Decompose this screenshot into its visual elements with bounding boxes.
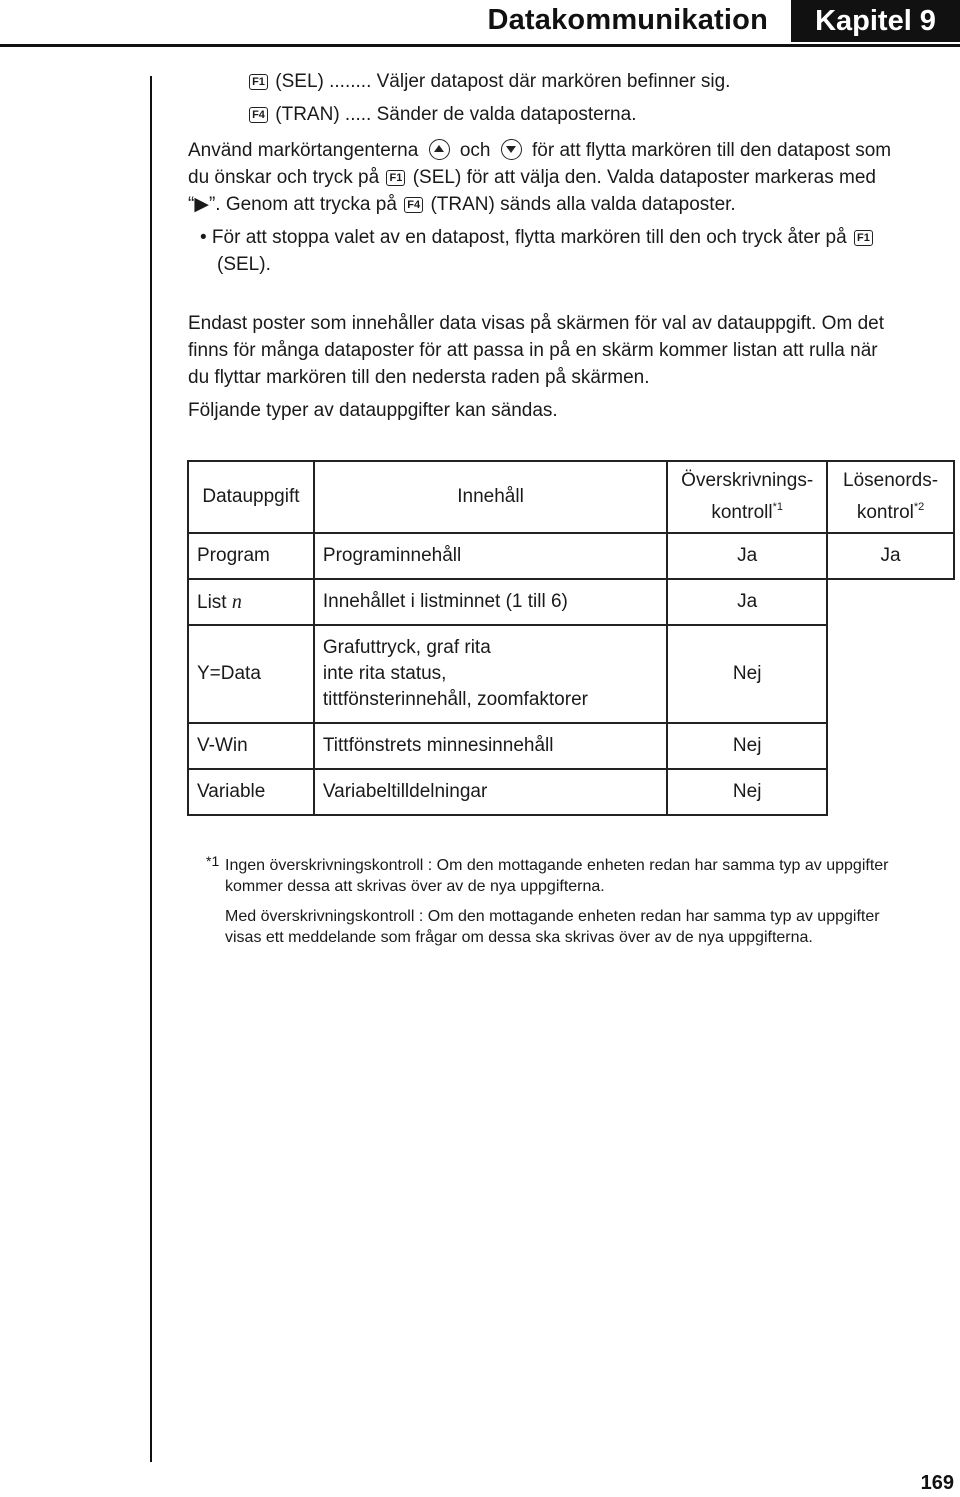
tran-description — [247, 104, 636, 126]
chapter-badge: Kapitel 9 — [791, 0, 960, 42]
row-content: Variabeltilldelningar — [314, 769, 667, 815]
footnote-2-line-1: Med överskrivningskontroll : Om den mottagande enheten redan har samma typ av uppgifter — [225, 908, 880, 925]
p2-text-b: (SEL) för att välja den. Valda dataposter markeras med — [412, 167, 876, 188]
header-overwrite — [667, 461, 827, 533]
p3-text-b: ”. Genom att trycka på — [208, 194, 397, 215]
header-password — [827, 461, 954, 533]
chapter-title: Datakommunikation — [487, 4, 768, 36]
row-content — [314, 625, 667, 723]
header-innehall: Innehåll — [314, 461, 667, 533]
table-row — [188, 579, 954, 625]
f1-key: F1 — [386, 170, 405, 186]
cursor-down-key-icon — [501, 139, 522, 160]
table-row — [188, 625, 954, 723]
row-type-variable: n — [231, 590, 242, 613]
paragraph-2-line-2: finns för många dataposter för att passa in på en skärm kommer listan att rulla när — [188, 340, 878, 361]
row-content: Innehållet i listminnet (1 till 6) — [314, 579, 667, 625]
row-content-l2: inte rita status, — [322, 663, 447, 684]
row-content: Programinnehåll — [314, 533, 667, 579]
row-overwrite: Nej — [667, 723, 827, 769]
row-password-empty — [827, 579, 954, 625]
row-password-empty — [827, 769, 954, 815]
open-quote: “ — [188, 194, 195, 215]
table-row — [188, 723, 954, 769]
p1-text-b: för att flytta markören till den datapost som — [532, 140, 892, 161]
paragraph-1-line-1 — [188, 139, 891, 162]
footnote-ref-1: *1 — [772, 501, 783, 513]
table-header-row — [188, 461, 954, 533]
row-content-l3: tittfönsterinnehåll, zoomfaktorer — [322, 689, 588, 710]
row-type: Y=Data — [188, 625, 314, 723]
row-overwrite: Nej — [667, 769, 827, 815]
table-row — [188, 769, 954, 815]
p3-text-c: (TRAN) sänds alla valda dataposter. — [430, 194, 736, 215]
paragraph-1-line-3 — [188, 194, 736, 216]
header-overwrite-l1: Överskrivnings- — [681, 470, 814, 491]
row-overwrite: Ja — [667, 533, 827, 579]
bullet-note — [200, 227, 875, 249]
row-content: Tittfönstrets minnesinnehåll — [314, 723, 667, 769]
page-number: 169 — [920, 1472, 954, 1494]
selection-marker-icon: ▶ — [194, 194, 209, 215]
header-password-l2: kontrol — [856, 502, 914, 523]
footnote-1-line-2: kommer dessa att skrivas över av de nya uppgifterna. — [225, 878, 605, 895]
row-overwrite: Ja — [667, 579, 827, 625]
paragraph-1-line-2 — [188, 167, 876, 189]
footnote-1-line-1: Ingen överskrivningskontroll : Om den mottagande enheten redan har samma typ av uppgifter — [225, 857, 889, 874]
footnote-ref-2: *2 — [913, 501, 925, 513]
f1-key: F1 — [249, 74, 268, 90]
row-password: Ja — [827, 533, 954, 579]
f4-key: F4 — [249, 107, 268, 123]
data-types-table — [187, 460, 955, 816]
bullet-note-end: (SEL). — [217, 254, 271, 275]
row-type: V-Win — [188, 723, 314, 769]
paragraph-3: Följande typer av datauppgifter kan sändas. — [188, 400, 558, 421]
p1-text-a: Använd markörtangenterna — [188, 140, 419, 161]
header-rule — [0, 44, 960, 47]
footnote-2-line-2: visas ett meddelande som frågar om dessa ska skrivas över av de nya uppgifterna. — [225, 929, 813, 946]
paragraph-2-line-3: du flyttar markören till den nedersta raden på skärmen. — [188, 367, 650, 388]
header-overwrite-l2: kontroll — [711, 502, 773, 523]
row-type: Program — [188, 533, 314, 579]
cursor-up-key-icon — [429, 139, 450, 160]
margin-rule — [150, 76, 152, 1462]
tran-description-text: (TRAN) ..... Sänder de valda dataposterna. — [275, 104, 637, 125]
row-overwrite: Nej — [667, 625, 827, 723]
row-password-empty — [827, 723, 954, 769]
row-type — [188, 579, 314, 625]
sel-description — [247, 71, 730, 93]
row-type-text: List — [197, 591, 227, 613]
p2-text-a: du önskar och tryck på — [188, 167, 380, 188]
p1-text-och: och — [459, 140, 491, 161]
f1-key: F1 — [854, 230, 873, 246]
sel-description-text: (SEL) ........ Väljer datapost där markören befinner sig. — [275, 71, 731, 92]
table-row — [188, 533, 954, 579]
header-password-l1: Lösenords- — [843, 470, 939, 491]
row-password-empty — [827, 625, 954, 723]
footnote-marker: *1 — [206, 853, 220, 869]
paragraph-2-line-1: Endast poster som innehåller data visas på skärmen för val av datauppgift. Om det — [188, 313, 884, 334]
header-datauppgift: Datauppgift — [188, 461, 314, 533]
bullet-text-a: • För att stoppa valet av en datapost, flytta markören till den och tryck åter på — [200, 227, 847, 248]
row-type: Variable — [188, 769, 314, 815]
row-content-l1: Grafuttryck, graf rita — [322, 637, 491, 658]
f4-key: F4 — [404, 197, 423, 213]
